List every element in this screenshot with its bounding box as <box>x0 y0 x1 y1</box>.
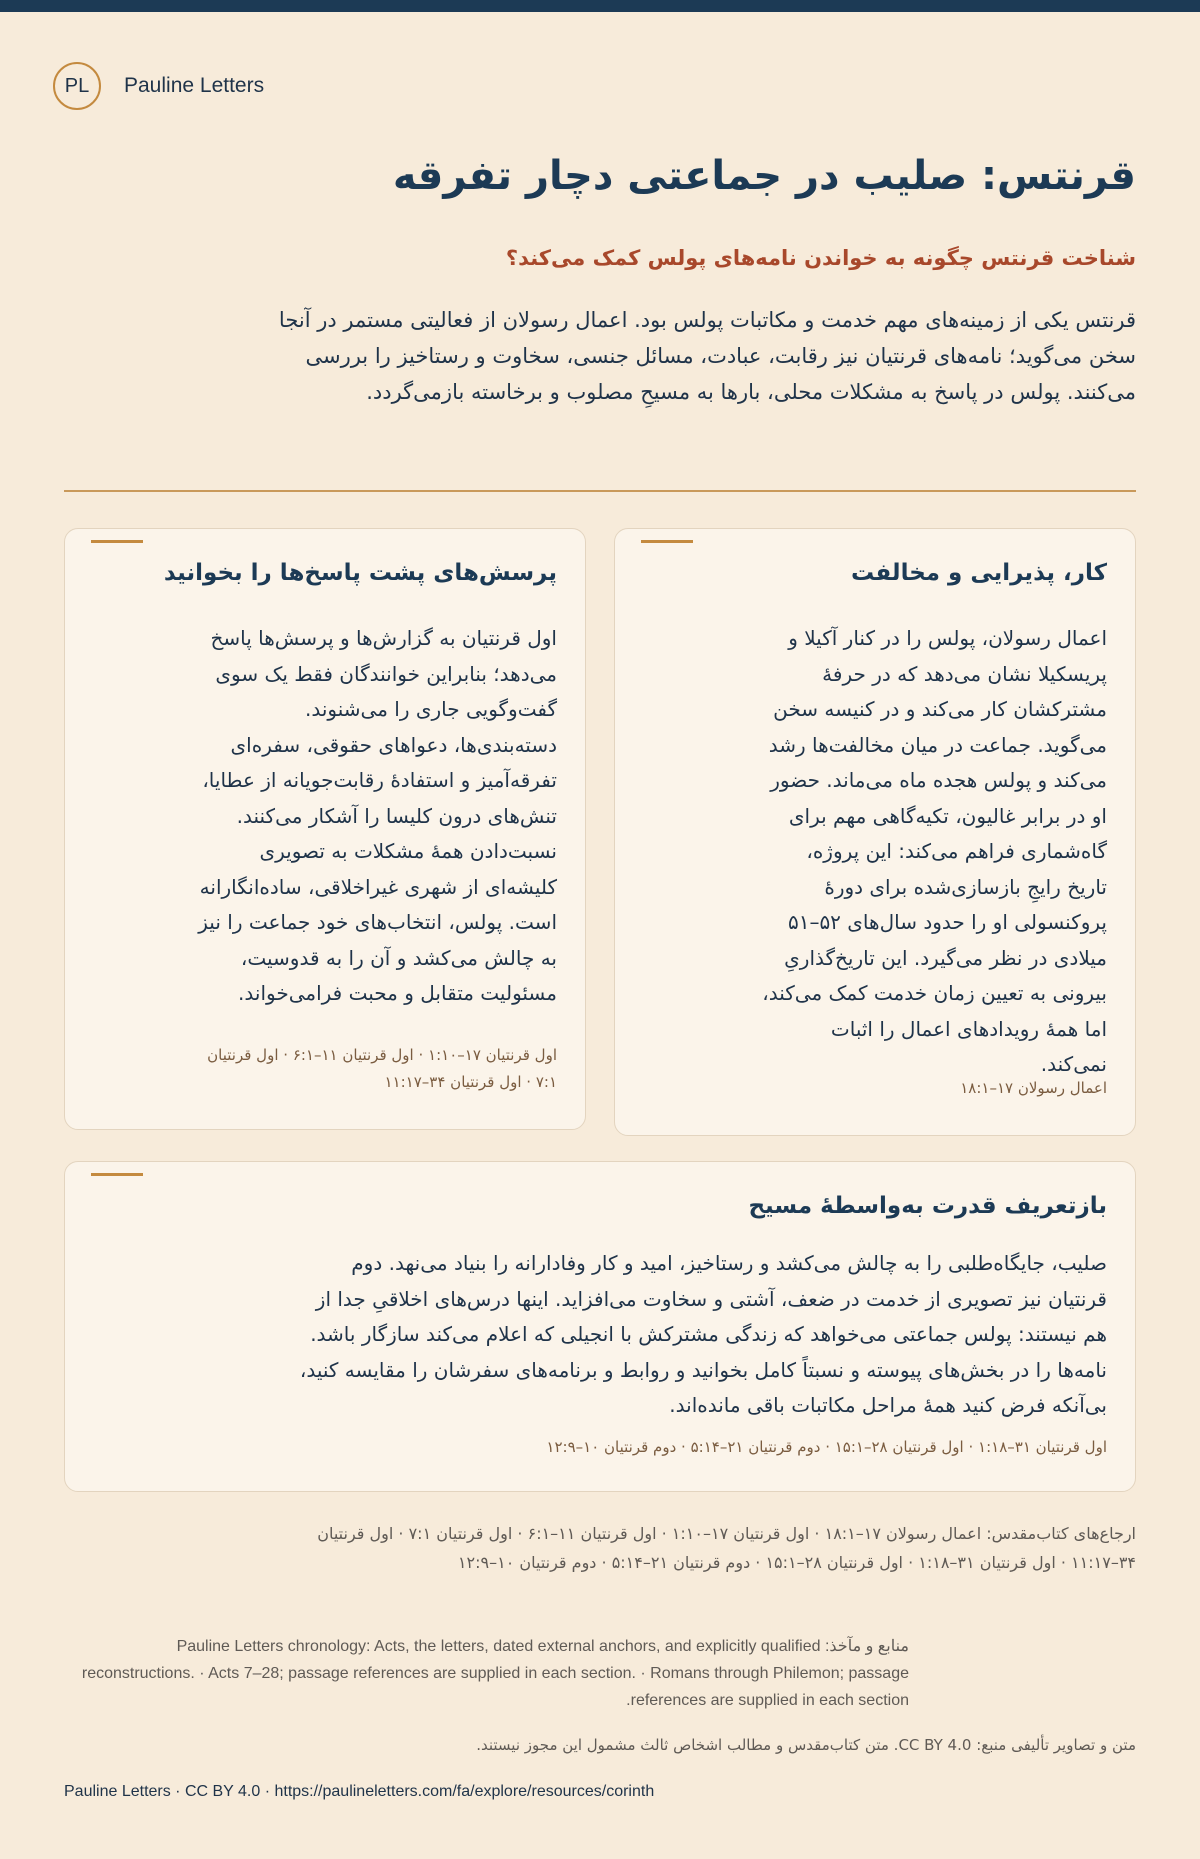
card-references: اعمال رسولان ۱۷–۱۸:۱ <box>960 1079 1107 1097</box>
card-accent-line <box>91 540 143 543</box>
card-body: اعمال رسولان، پولس را در کنار آکیلا و پریسکیلا نشان می‌دهد که در حرفهٔ مشترکشان کار می‌کند و در کنیسه سخن می‌گوید. جماعت در میان مخالفت‌ها رشد می‌کند و پولس هجده ماه می‌ماند. حضور او در برابر غالیون، تکیه‌گاهی مهم برای گاه‌شماری فراهم می‌کند: این پروژه، تاریخ رایجِ بازسازی‌شده برای دورهٔ پروکنسولی او را حدود سال‌های ۵۲–۵۱ میلادی در نظر می‌گیرد. این تاریخ‌گذاریِ بیرونی به تعیین زمان خدمت کمک می‌کند، اما همهٔ رویدادهای اعمال را اثبات نمی‌کند. <box>762 626 1107 1076</box>
brand-logo: PL <box>53 62 101 110</box>
site-brand[interactable] <box>53 62 264 110</box>
intro-paragraph: قرنتس یکی از زمینه‌های مهم خدمت و مکاتبات پولس بود. اعمال رسولان از فعالیتی مستمر در آنجا سخن می‌گوید؛ نامه‌های قرنتیان نیز رقابت، عبادت، مسائل جنسی، سخاوت و رستاخیز را بررسی می‌کنند. پولس در پاسخ به مشکلات محلی، بارها به مسیحِ مصلوب و برخاسته بازمی‌گردد. <box>278 308 1136 404</box>
footer-line[interactable]: Pauline Letters · CC BY 4.0 · https://paulineletters.com/fa/explore/resources/corinth <box>64 1783 655 1800</box>
section-divider <box>64 490 1136 492</box>
license-note: متن و تصاویر تألیفی منبع: CC BY 4.0. متن کتاب‌مقدس و مطالب اشخاص ثالث مشمول این مجوز نیستند. <box>476 1736 1136 1754</box>
card-heading: کار، پذیرایی و مخالفت <box>851 560 1107 586</box>
card-questions-behind-answers <box>64 528 586 1130</box>
brand-name: Pauline Letters <box>124 74 265 97</box>
sources-text: منابع و مآخذ: Pauline Letters chronology: Acts, the letters, dated external anchors, and explicitly qualified reconstructions. · Acts 7–28; passage references are supplied in each section. · Romans through Philemon; passage references are supplied in each section. <box>81 1638 909 1709</box>
card-body: اول قرنتیان به گزارش‌ها و پرسش‌ها پاسخ می‌دهد؛ بنابراین خوانندگان فقط یک سوی گفت‌وگویی جاری را می‌شنوند. دسته‌بندی‌ها، دعواهای حقوقی، سفره‌ای تفرقه‌آمیز و استفادهٔ رقابت‌جویانه از عطایا، تنش‌های درون کلیسا را آشکار می‌کنند. نسبت‌دادن همهٔ مشکلات به تصویری کلیشه‌ای از شهری غیراخلاقی، ساده‌انگارانه است. پولس، انتخاب‌های خود جماعت را نیز به چالش می‌کشد و آن را به قدوسیت، مسئولیت متقابل و محبت فرامی‌خواند. <box>198 626 557 1005</box>
bible-references: ارجاع‌های کتاب‌مقدس: اعمال رسولان ۱۷–۱۸:۱ · اول قرنتیان ۱۷–۱:۱۰ · اول قرنتیان ۱۱–۶:۱ · اول قرنتیان ۷:۱ · اول قرنتیان ۳۴–۱۱:۱۷ · اول قرنتیان ۳۱–۱:۱۸ · اول قرنتیان ۲۸–۱۵:۱ · دوم قرنتیان ۲۱–۵:۱۴ · دوم قرنتیان ۱۰–۱۲:۹ <box>317 1524 1136 1572</box>
card-body: صلیب، جایگاه‌طلبی را به چالش می‌کشد و رستاخیز، امید و کار وفادارانه را بنیاد می‌نهد. دوم قرنتیان نیز تصویری از خدمت در ضعف، آشتی و سخاوت می‌افزاید. اینها درس‌های اخلاقیِ جدا از هم نیستند: پولس جماعتی می‌خواهد که زندگی مشترکش با انجیلی که اعلام می‌کند سازگار باشد. نامه‌ها را در بخش‌های پیوسته و نسبتاً کامل بخوانید و روابط و برنامه‌های سفرشان را مقایسه کنید، بی‌آنکه فرض کنید همهٔ مراحل مکاتبات باقی مانده‌اند. <box>299 1251 1107 1417</box>
sources-block <box>64 1633 1136 1714</box>
card-heading: پرسش‌های پشت پاسخ‌ها را بخوانید <box>163 560 557 586</box>
card-accent-line <box>641 540 693 543</box>
card-heading: بازتعریف قدرت به‌واسطهٔ مسیح <box>748 1193 1107 1219</box>
top-bar <box>0 0 1200 12</box>
page-subtitle: شناخت قرنتس چگونه به خواندن نامه‌های پولس کمک می‌کند؟ <box>505 246 1136 270</box>
card-accent-line <box>91 1173 143 1176</box>
card-references: اول قرنتیان ۱۷–۱:۱۰ · اول قرنتیان ۱۱–۶:۱ · اول قرنتیان ۷:۱ · اول قرنتیان ۳۴–۱۱:۱۷ <box>207 1046 557 1091</box>
page-title: قرنتس: صلیب در جماعتی دچار تفرقه <box>392 153 1136 199</box>
card-references: اول قرنتیان ۳۱–۱:۱۸ · اول قرنتیان ۲۸–۱۵:۱ · دوم قرنتیان ۲۱–۵:۱۴ · دوم قرنتیان ۱۰–۱۲:۹ <box>546 1438 1107 1456</box>
card-work-reception-opposition <box>614 528 1136 1136</box>
card-redefining-power <box>64 1161 1136 1492</box>
